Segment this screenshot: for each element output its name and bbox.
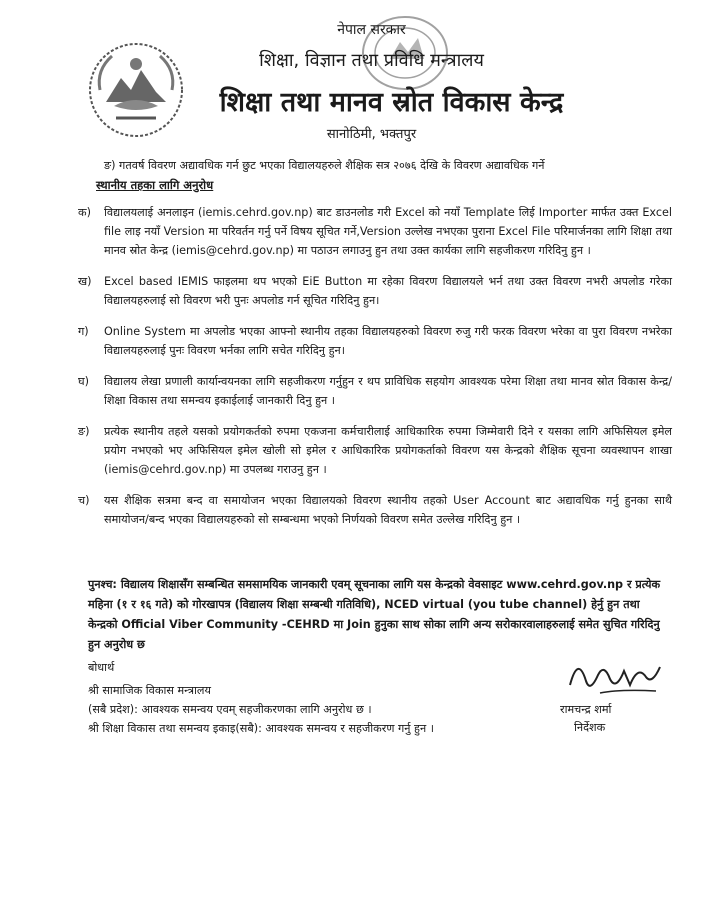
section-subheading: स्थानीय तहका लागि अनुरोध bbox=[96, 178, 214, 192]
item-text: Online System मा अपलोड भएका आफ्नो स्थानीय तहका विद्यालयहरुको विवरण रुजु गरी फरक विवरण भरेका वा पुरा विवरण नभरेका विद्यालयहरुलाई पुनः विवरण भर्नका लागि सचेत गरिदिनु हुन। bbox=[104, 325, 672, 357]
header-country: नेपाल सरकार bbox=[337, 22, 406, 38]
signer-name: रामचन्द्र शर्मा bbox=[560, 703, 612, 716]
item-text: Excel based IEMIS फाइलमा थप भएको EiE Button मा रहेका विवरण विद्यालयले भर्न तथा उक्त विवरण नभरी अपलोड गरेका विद्यालयहरुलाई सो विवरण भरी पुनः अपलोड गर्न सूचित गरिदिनु हुन। bbox=[104, 275, 672, 307]
item-marker: ङ) bbox=[78, 425, 90, 438]
list-item bbox=[78, 491, 672, 529]
signer-title: निर्देशक bbox=[574, 721, 606, 734]
item-text: विद्यालयलाई अनलाइन (iemis.cehrd.gov.np) बाट डाउनलोड गरी Excel को नयाँ Template लिई Importer मार्फत उक्त Excel file लाइ नयाँ Version मा परिवर्तन गर्नु पर्ने विषय सूचित गर्ने,Version उल्लेख नभएका पुराना Excel File परिमार्जनका लागि शिक्षा तथा मानव स्रोत केन्द्र (iemis@cehrd.gov.np) मा पठाउन लगाउनु हुन तथा उक्त कार्यका लागि सहजीकरण गरिदिनु हुन । bbox=[104, 206, 672, 257]
list-item bbox=[78, 322, 672, 360]
handwritten-signature-icon bbox=[560, 645, 670, 705]
cc-line-3: श्री शिक्षा विकास तथा समन्वय इकाइ(सबै): आवश्यक समन्वय र सहजीकरण गर्नु हुन । bbox=[88, 722, 434, 735]
postscript-paragraph bbox=[88, 575, 672, 655]
item-marker: च) bbox=[78, 494, 90, 507]
item-marker: ख) bbox=[78, 275, 92, 288]
cc-title: बोधार्थ bbox=[88, 661, 115, 674]
header-address: सानोठिमी, भक्तपुर bbox=[326, 127, 417, 142]
list-item bbox=[78, 272, 672, 310]
item-marker: क) bbox=[78, 206, 91, 219]
header-center-name: शिक्षा तथा मानव स्रोत विकास केन्द्र bbox=[219, 87, 564, 118]
list-item bbox=[78, 422, 672, 479]
list-item bbox=[78, 203, 672, 260]
postscript-text: विद्यालय शिक्षासँग सम्बन्धित समसामयिक जानकारी एवम् सूचनाका लागि यस केन्द्रको वेवसाइट www.cehrd.gov.np र प्रत्येक महिना (१ र १६ गते) को गोरखापत्र (विद्यालय शिक्षा सम्बन्धी गतिविधि), NCED virtual (you tube channel) हेर्नु हुन तथा केन्द्रको Official Viber Community -CEHRD मा Join हुनुका साथ सोका लागि अन्य सरोकारवालाहरुलाई समेत सुचित गरिदिनु हुन अनुरोध छ bbox=[88, 578, 661, 651]
item-text: प्रत्येक स्थानीय तहले यसको प्रयोगकर्तको रुपमा एकजना कर्मचारीलाई आधिकारिक रुपमा जिम्मेवारी दिने र यसका लागि अफिसियल इमेल प्रयोग नभएको भए अफिसियल इमेल खोली सो इमेल र आधिकारिक प्रयोगकर्ताको विवरण यस केन्द्रको शैक्षिक सूचना व्यवस्थापन शाखा (iemis@cehrd.gov.np) मा उपलब्ध गराउनु हुन । bbox=[104, 425, 672, 476]
cc-line-2: (सबै प्रदेश): आवश्यक समन्वय एवम् सहजीकरणका लागि अनुरोध छ । bbox=[88, 703, 372, 716]
list-item bbox=[78, 372, 672, 410]
cc-line-1: श्री सामाजिक विकास मन्त्रालय bbox=[88, 684, 211, 697]
header-ministry: शिक्षा, विज्ञान तथा प्रविधि मन्त्रालय bbox=[259, 50, 484, 71]
request-list bbox=[78, 203, 672, 541]
postscript-label: पुनश्च: bbox=[88, 578, 117, 591]
item-text: विद्यालय लेखा प्रणाली कार्यान्वयनका लागि सहजीकरण गर्नुहुन र थप प्राविधिक सहयोग आवश्यक परेमा शिक्षा तथा मानव स्रोत विकास केन्द्र/शिक्षा विकास तथा समन्वय इकाईलाई जानकारी दिनु हुन । bbox=[104, 375, 672, 407]
intro-paragraph: ङ) गतवर्ष विवरण अद्यावधिक गर्न छुट भएका विद्यालयहरुले शैक्षिक सत्र २०७६ देखि के विवरण अद्यावधिक गर्ने bbox=[104, 159, 545, 172]
item-marker: ग) bbox=[78, 325, 89, 338]
item-marker: घ) bbox=[78, 375, 89, 388]
item-text: यस शैक्षिक सत्रमा बन्द वा समायोजन भएका विद्यालयको विवरण स्थानीय तहको User Account बाट अद्यावधिक गर्नु हुनका साथै समायोजन/बन्द भएका विद्यालयहरुको सो सम्बन्धमा भएको निर्णयको विवरण समेत उल्लेख गरिदिनु हुन । bbox=[104, 494, 672, 526]
